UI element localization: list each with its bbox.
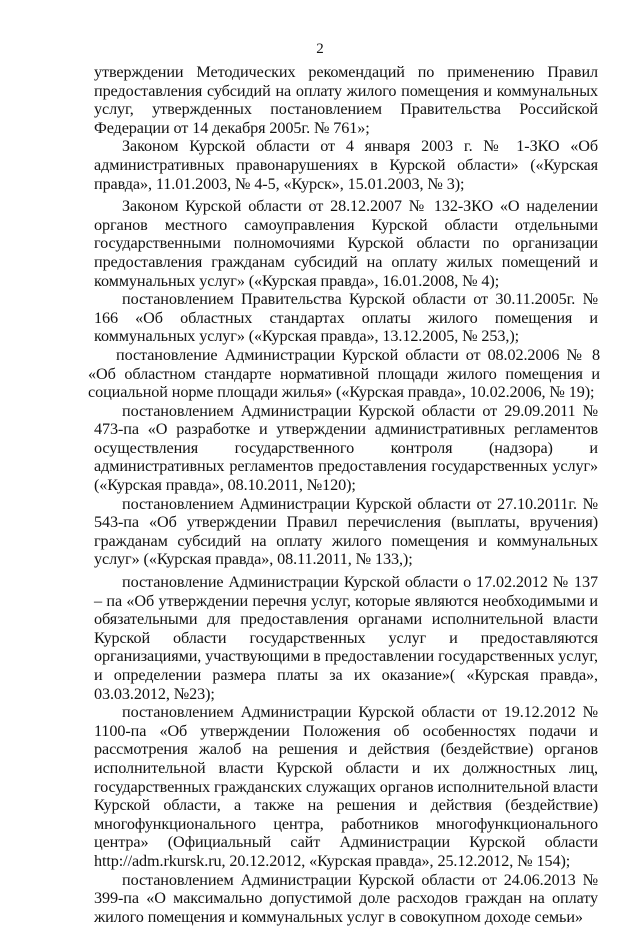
paragraph-methodical-recommendations: утверждении Методических рекомендаций по применению Правил предоставления субсидий на оплату жилого помещения и коммунальных услуг, утвержденных постановлением Правительства Российской Федерации от 14 декабря 2005г. № 761»;	[94, 63, 598, 137]
paragraph-resolution-1100: постановлением Администрации Курской области от 19.12.2012 № 1100-па «Об утверждении Положения об особенностях подачи и рассмотрения жалоб на решения и действия (бездействие) органов исполнительной власти Курской области и их должностных лиц, государственных гражданских служащих органов исполнительной власти Курской области, а также на решения и действия (бездействие) многофункционального центра, работников многофункционального центра» (Официальный сайт Администрации Курской области http://adm.rkursk.ru, 20.12.2012, «Курская правда», 25.12.2012, № 154);	[94, 703, 598, 870]
paragraph-resolution-137: постановление Администрации Курской области о 17.02.2012 № 137 – па «Об утверждении перечня услуг, которые являются необходимыми и обязательными для предоставления органами исполнительной власти Курской области государственных услуг и предоставляются организациями, участвующими в предоставлении государственных услуг, и определении размера платы за их оказание»( «Курская правда», 03.03.2012, №23);	[94, 573, 598, 703]
paragraph-law-132-zko: Законом Курской области от 28.12.2007 № 132-ЗКО «О наделении органов местного самоуправления Курской области отдельными государственными полномочиями Курской области по организации предоставления гражданам субсидий на оплату жилых помещений и коммунальных услуг» («Курская правда», 16.01.2008, № 4);	[94, 197, 598, 290]
paragraph-resolution-8: постановление Администрации Курской области от 08.02.2006 № 8 «Об областном стандарте нормативной площади жилого помещения и социальной норме площади жилья» («Курская правда», 10.02.2006, № 19);	[88, 345, 600, 402]
paragraph-resolution-473: постановлением Администрации Курской области от 29.09.2011 № 473-па «О разработке и утверждении административных регламентов осуществления государственного контроля (надзора) и административных регламентов предоставления государственных услуг» («Курская правда», 08.10.2011, №120);	[94, 401, 598, 495]
paragraph-law-1-zko: Законом Курской области от 4 января 2003 г. № 1-ЗКО «Об административных правонарушениях в Курской области» («Курская правда», 11.01.2003, № 4-5, «Курск», 15.01.2003, № 3);	[94, 137, 598, 193]
paragraph-resolution-543: постановлением Администрации Курской области от 27.10.2011г. № 543-па «Об утверждении Правил перечисления (выплаты, вручения) гражданам субсидий на оплату жилого помещения и коммунальных услуг» («Курская правда», 08.11.2011, № 133,);	[94, 494, 598, 569]
paragraph-resolution-399: постановлением Администрации Курской области от 24.06.2013 № 399-па «О максимально допустимой доле расходов граждан на оплату жилого помещения и коммунальных услуг в совокупном доходе семьи»	[94, 870, 598, 926]
paragraph-resolution-166: постановлением Правительства Курской области от 30.11.2005г. № 166 «Об областных стандартах оплаты жилого помещения и коммунальных услуг» («Курская правда», 13.12.2005, № 253,);	[94, 290, 598, 346]
document-body	[88, 63, 600, 926]
page-number: 2	[316, 41, 324, 57]
